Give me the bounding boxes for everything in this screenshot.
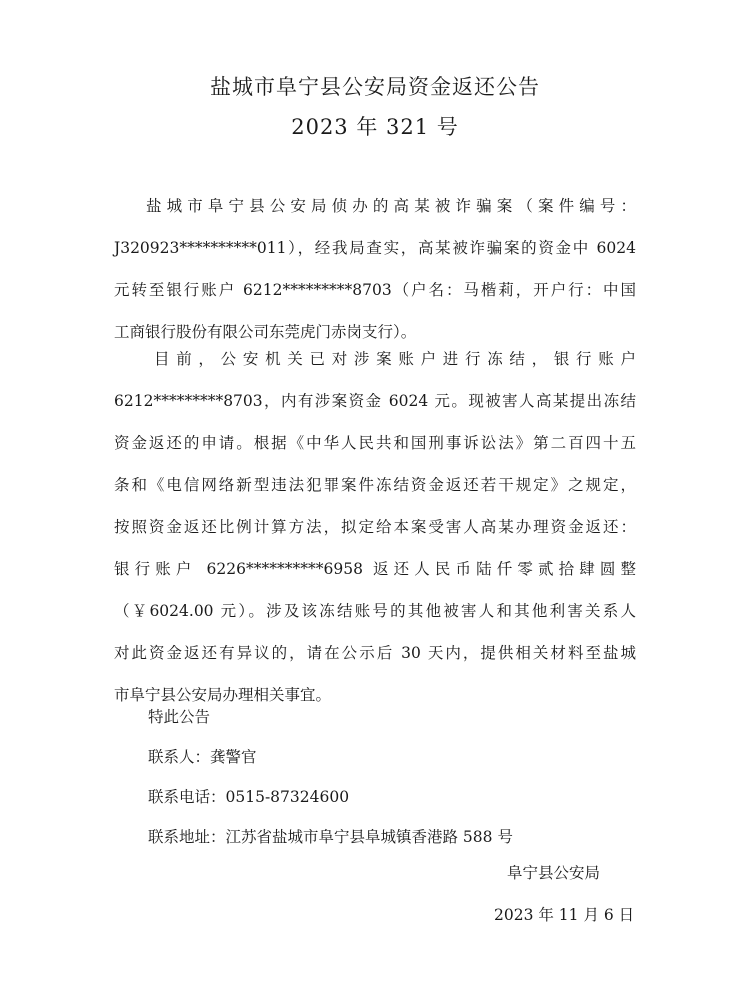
paragraph-line: 对此资金返还有异议的，请在公示后 30 天内，提供相关材料至盐城	[114, 644, 636, 662]
contact-address: 联系地址：江苏省盐城市阜宁县阜城镇香港路 588 号	[148, 828, 513, 846]
paragraph-line: 元转至银行账户 6212*********8703（户名：马楷莉，开户行：中国	[114, 281, 636, 299]
document-number: 2023 年 321 号	[291, 115, 459, 139]
closing-notice: 特此公告	[148, 708, 211, 726]
paragraph-line: 6212*********8703，内有涉案资金 6024 元。现被害人高某提出冻结	[114, 392, 636, 410]
paragraph-case-details	[114, 185, 636, 353]
paragraph-line: 市阜宁县公安局办理相关事宜。	[114, 686, 332, 704]
paragraph-line: 银行账户 6226**********6958 返还人民币陆仟零贰拾肆圆整	[114, 560, 636, 578]
document-title: 盐城市阜宁县公安局资金返还公告	[210, 75, 540, 99]
contact-person: 联系人：龚警官	[148, 748, 257, 766]
paragraph-line: 盐城市阜宁县公安局侦办的高某被诈骗案（案件编号：	[146, 197, 636, 215]
contact-phone: 联系电话：0515-87324600	[148, 788, 350, 806]
paragraph-line: 按照资金返还比例计算方法，拟定给本案受害人高某办理资金返还：	[114, 518, 636, 536]
paragraph-line: 资金返还的申请。根据《中华人民共和国刑事诉讼法》第二百四十五	[114, 434, 636, 452]
paragraph-line: J320923**********011），经我局查实，高某被诈骗案的资金中 6024	[114, 239, 636, 257]
paragraph-line: （￥6024.00 元）。涉及该冻结账号的其他被害人和其他利害关系人	[114, 602, 636, 620]
issue-date: 2023 年 11 月 6 日	[494, 906, 635, 924]
paragraph-line: 目前，公安机关已对涉案账户进行冻结，银行账户	[154, 350, 636, 368]
paragraph-refund-details	[114, 338, 636, 716]
issuing-organization: 阜宁县公安局	[507, 864, 601, 882]
paragraph-line: 条和《电信网络新型违法犯罪案件冻结资金返还若干规定》之规定，	[114, 476, 636, 494]
paragraph-line: 工商银行股份有限公司东莞虎门赤岗支行）。	[114, 323, 417, 341]
